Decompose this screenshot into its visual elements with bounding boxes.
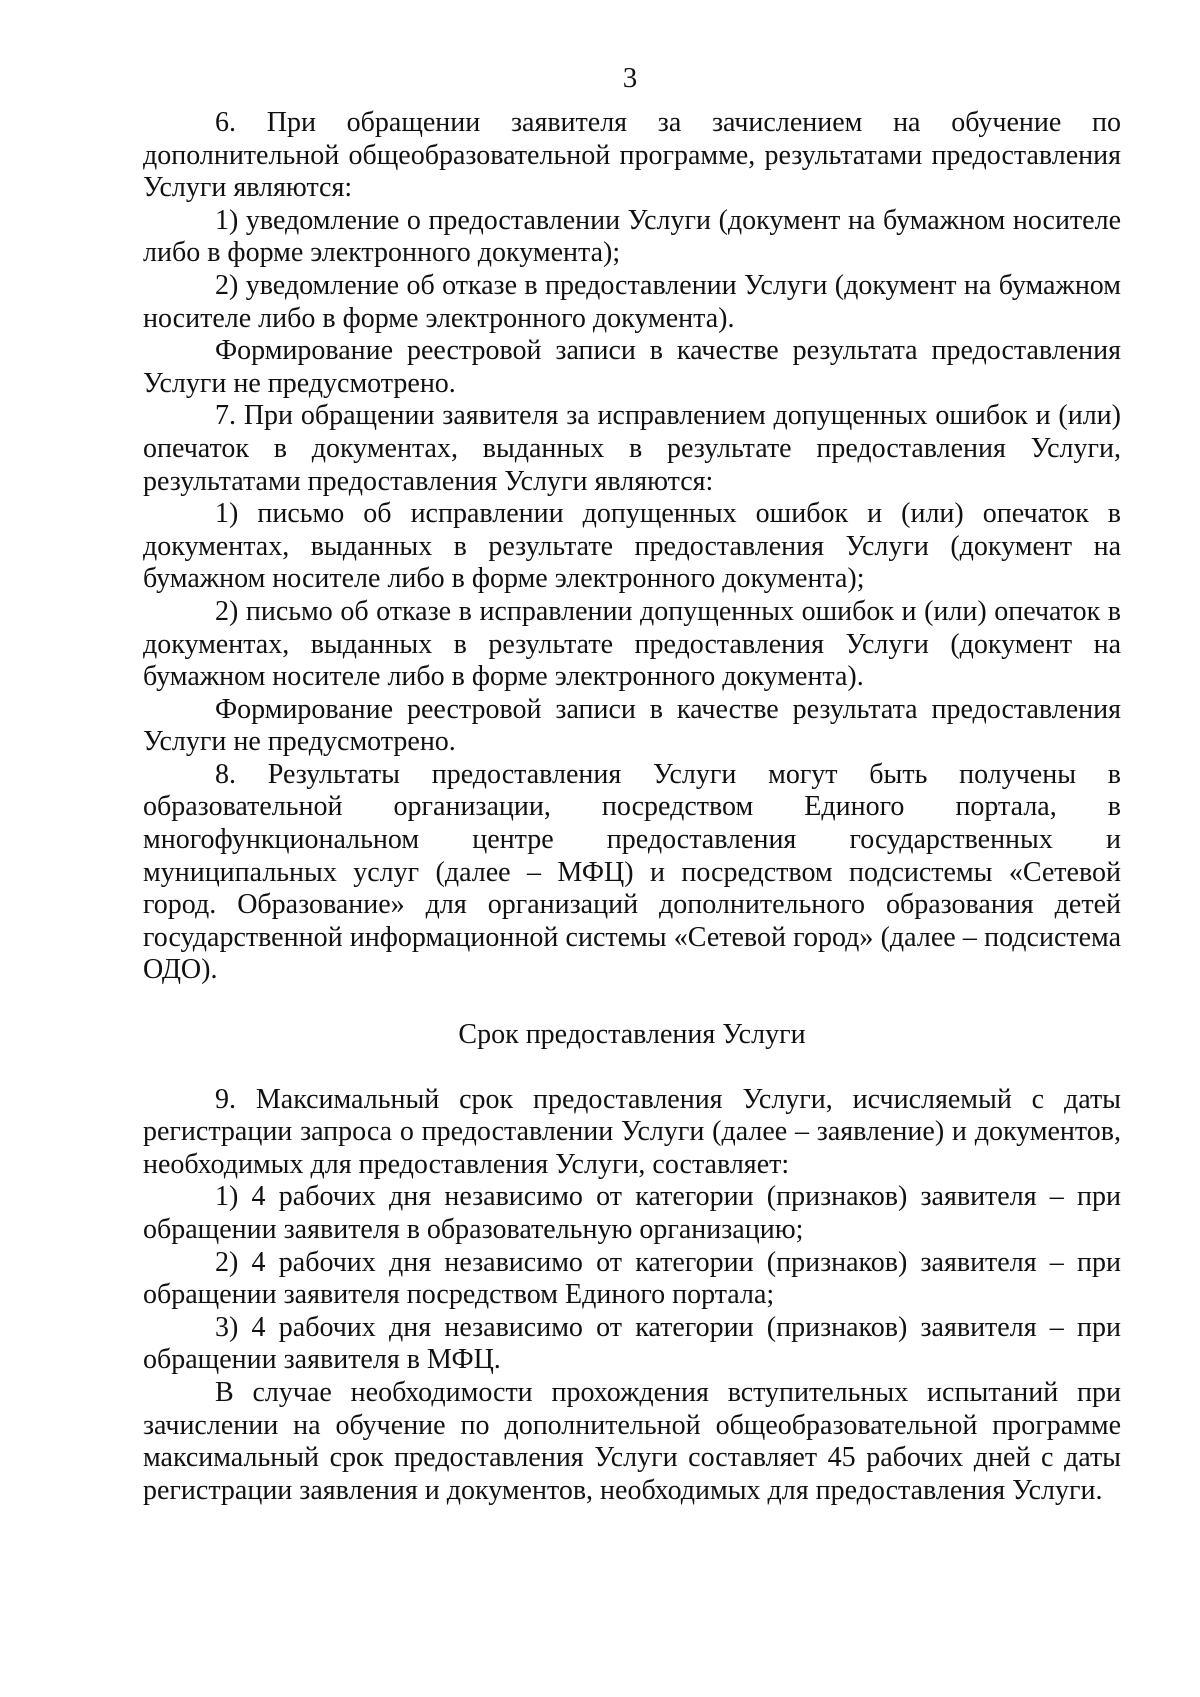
page-number: 3: [622, 62, 638, 94]
paragraph-7-registry-note: Формирование реестровой записи в качестве результата предоставления Услуги не предусмотрено.: [143, 693, 1121, 758]
paragraph-7-item-1: 1) письмо об исправлении допущенных ошибок и (или) опечаток в документах, выданных в результате предоставления Услуги (документ на бумажном носителе либо в форме электронного документа);: [143, 498, 1121, 595]
paragraph-8: 8. Результаты предоставления Услуги могут быть получены в образовательной организации, посредством Единого портала, в многофункциональном центре предоставления государственных и муниципальных услуг (далее – МФЦ) и посредством подсистемы «Сетевой город. Образование» для организаций дополнительного образования детей государственной информационной системы «Сетевой город» (далее – подсистема ОДО).: [143, 758, 1121, 986]
paragraph-6: 6. При обращении заявителя за зачислением на обучение по дополнительной общеобразовательной программе, результатами предоставления Услуги являются:: [143, 107, 1121, 204]
paragraph-7-item-2: 2) письмо об отказе в исправлении допущенных ошибок и (или) опечаток в документах, выданных в результате предоставления Услуги (документ на бумажном носителе либо в форме электронного документа).: [143, 595, 1121, 693]
document-body: [143, 107, 1121, 1507]
paragraph-entrance-tests: В случае необходимости прохождения вступительных испытаний при зачислении на обучение по дополнительной общеобразовательной программе максимальный срок предоставления Услуги составляет 45 рабочих дней с даты регистрации заявления и документов, необходимых для предоставления Услуги.: [143, 1376, 1121, 1506]
section-heading: Срок предоставления Услуги: [458, 1019, 806, 1051]
paragraph-6-item-2: 2) уведомление об отказе в предоставлении Услуги (документ на бумажном носителе либо в форме электронного документа).: [143, 269, 1121, 334]
paragraph-9-item-3: 3) 4 рабочих дня независимо от категории (признаков) заявителя – при обращении заявителя в МФЦ.: [143, 1311, 1121, 1376]
paragraph-9: 9. Максимальный срок предоставления Услуги, исчисляемый с даты регистрации запроса о предоставлении Услуги (далее – заявление) и документов, необходимых для предоставления Услуги, составляет:: [143, 1083, 1121, 1180]
paragraph-9-item-1: 1) 4 рабочих дня независимо от категории (признаков) заявителя – при обращении заявителя в образовательную организацию;: [143, 1181, 1121, 1245]
paragraph-6-registry-note: Формирование реестровой записи в качестве результата предоставления Услуги не предусмотрено.: [143, 335, 1121, 399]
paragraph-6-item-1: 1) уведомление о предоставлении Услуги (документ на бумажном носителе либо в форме электронного документа);: [143, 204, 1121, 269]
paragraph-7: 7. При обращении заявителя за исправлением допущенных ошибок и (или) опечаток в документах, выданных в результате предоставления Услуги, результатами предоставления Услуги являются:: [143, 400, 1121, 497]
paragraph-9-item-2: 2) 4 рабочих дня независимо от категории (признаков) заявителя – при обращении заявителя посредством Единого портала;: [143, 1246, 1121, 1311]
